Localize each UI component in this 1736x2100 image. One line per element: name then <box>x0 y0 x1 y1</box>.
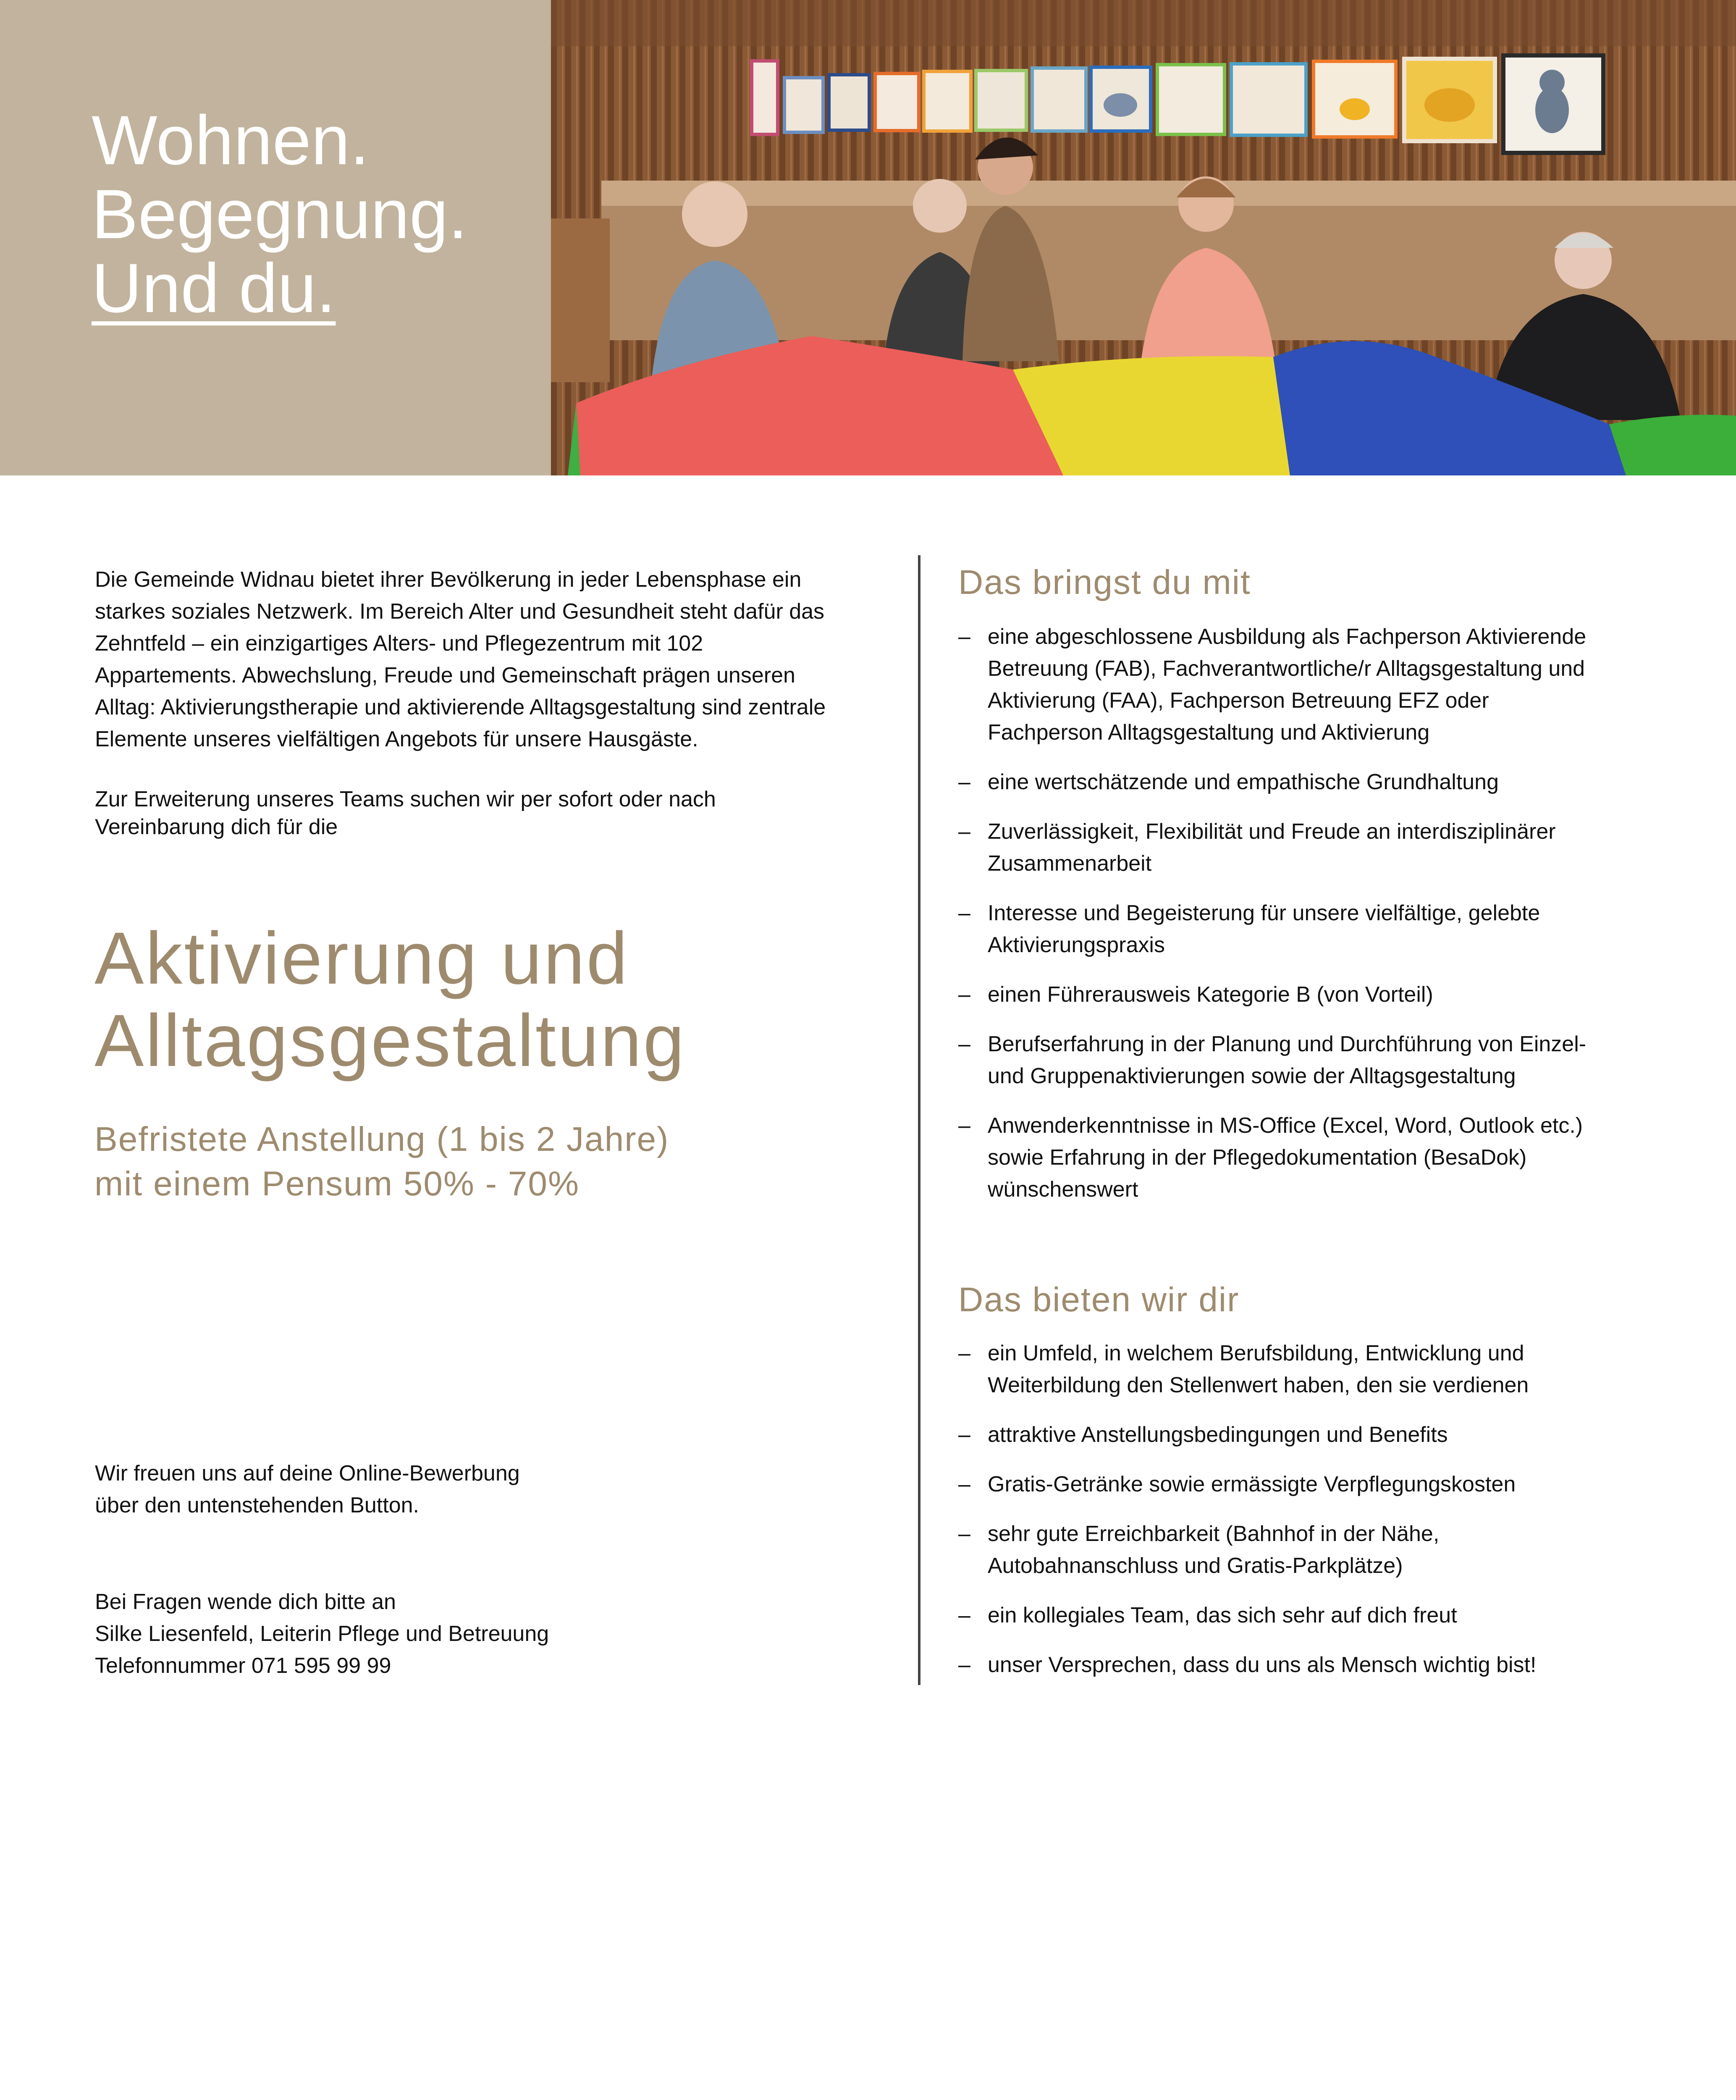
dash-bullet: – <box>958 901 970 925</box>
offers-item-line: Gratis-Getränke sowie ermässigte Verpflegungskosten <box>988 1472 1516 1496</box>
contact-line: Bei Fragen wende dich bitte an <box>95 1590 396 1614</box>
contact-info <box>95 1586 549 1682</box>
requirements-item-line: Interesse und Begeisterung für unsere vielfältige, gelebte <box>988 901 1540 925</box>
offers-item <box>958 1468 1639 1500</box>
requirements-item <box>958 1110 1639 1205</box>
contact-line: Telefonnummer 071 595 99 99 <box>95 1654 391 1678</box>
requirements-item-line: eine abgeschlossene Ausbildung als Fachperson Aktivierende <box>988 625 1587 649</box>
requirements-item-line: Zusammenarbeit <box>988 851 1152 876</box>
intro-line: Alltag: Aktivierungstherapie und aktivierende Alltagsgestaltung sind zentrale <box>95 695 826 719</box>
application-line: Wir freuen uns auf deine Online-Bewerbung <box>95 1461 520 1486</box>
dash-bullet: – <box>958 625 970 649</box>
search-line: Vereinbarung dich für die <box>95 815 338 839</box>
slogan-line-3: Und du. <box>92 249 336 327</box>
application-note <box>95 1457 520 1521</box>
search-line: Zur Erweiterung unseres Teams suchen wir per sofort oder nach <box>95 787 716 811</box>
job-title-line: Alltagsgestaltung <box>94 1000 686 1082</box>
application-line: über den untenstehenden Button. <box>95 1493 419 1517</box>
requirements-item-line: wünschenswert <box>988 1177 1138 1202</box>
dash-bullet: – <box>958 1472 970 1496</box>
offers-heading: Das bieten wir dir <box>958 1281 1240 1319</box>
header-panel <box>0 0 551 475</box>
job-title <box>94 917 686 1082</box>
requirements-item-line: Aktivierungspraxis <box>988 933 1165 957</box>
dash-bullet: – <box>958 1522 970 1546</box>
offers-item-line: ein kollegiales Team, das sich sehr auf dich freut <box>988 1603 1457 1628</box>
offers-item <box>958 1419 1639 1451</box>
dash-bullet: – <box>958 1653 970 1677</box>
requirements-item-line: Anwenderkenntnisse in MS-Office (Excel, Word, Outlook etc.) <box>988 1113 1583 1138</box>
requirements-item-line: und Gruppenaktivierungen sowie der Alltagsgestaltung <box>988 1064 1516 1088</box>
dash-bullet: – <box>958 1341 970 1365</box>
requirements-heading: Das bringst du mit <box>958 563 1251 601</box>
job-subtitle <box>94 1117 669 1206</box>
offers-item-line: Weiterbildung den Stellenwert haben, den sie verdienen <box>988 1373 1529 1397</box>
offers-item-line: ein Umfeld, in welchem Berufsbildung, Entwicklung und <box>988 1341 1524 1365</box>
requirements-item-line: Zuverlässigkeit, Flexibilität und Freude an interdisziplinärer <box>988 819 1556 844</box>
dash-bullet: – <box>958 770 970 794</box>
requirements-item <box>958 816 1639 879</box>
slogan-line-1: Wohnen. <box>92 102 370 179</box>
dash-bullet: – <box>958 1423 970 1447</box>
requirements-item-line: sowie Erfahrung in der Pflegedokumentation (BesaDok) <box>988 1145 1527 1170</box>
dash-bullet: – <box>958 982 970 1007</box>
offers-item-line: attraktive Anstellungsbedingungen und Benefits <box>988 1423 1448 1447</box>
offers-item-line: Autobahnanschluss und Gratis-Parkplätze) <box>988 1554 1403 1578</box>
requirements-item-line: eine wertschätzende und empathische Grundhaltung <box>988 770 1499 794</box>
column-divider <box>918 555 920 1685</box>
intro-line: Die Gemeinde Widnau bietet ihrer Bevölkerung in jeder Lebensphase ein <box>95 567 802 592</box>
offers-item <box>958 1649 1639 1681</box>
requirements-item-line: Betreuung (FAB), Fachverantwortliche/r Alltagsgestaltung und <box>988 656 1585 681</box>
offers-item <box>958 1518 1639 1582</box>
job-title-line: Aktivierung und <box>94 917 629 1000</box>
requirements-item-line: einen Führerausweis Kategorie B (von Vorteil) <box>988 982 1433 1007</box>
offers-item-line: unser Versprechen, dass du uns als Mensch wichtig bist! <box>988 1653 1537 1677</box>
requirements-item-line: Berufserfahrung in der Planung und Durchführung von Einzel- <box>988 1032 1587 1056</box>
intro-paragraph <box>95 564 826 755</box>
requirements-item-line: Aktivierung (FAA), Fachperson Betreuung EFZ oder <box>988 688 1489 713</box>
dash-bullet: – <box>958 1032 970 1056</box>
requirements-item <box>958 621 1639 748</box>
offers-item-line: sehr gute Erreichbarkeit (Bahnhof in der Nähe, <box>988 1522 1440 1546</box>
header-photo <box>551 0 1736 475</box>
job-subtitle-line: Befristete Anstellung (1 bis 2 Jahre) <box>94 1120 669 1158</box>
requirements-item <box>958 1028 1639 1092</box>
requirements-item <box>958 766 1639 798</box>
search-paragraph <box>95 785 716 841</box>
dash-bullet: – <box>958 1113 970 1138</box>
offers-list <box>958 1337 1639 1698</box>
requirements-item <box>958 979 1639 1011</box>
intro-line: Appartements. Abwechslung, Freude und Gemeinschaft prägen unseren <box>95 663 795 688</box>
contact-line: Silke Liesenfeld, Leiterin Pflege und Betreuung <box>95 1622 549 1646</box>
requirements-item <box>958 897 1639 961</box>
dash-bullet: – <box>958 1603 970 1628</box>
intro-line: Zehntfeld – ein einzigartiges Alters- und Pflegezentrum mit 102 <box>95 631 703 656</box>
offers-item <box>958 1599 1639 1631</box>
requirements-list <box>958 621 1639 1223</box>
requirements-item-line: Fachperson Alltagsgestaltung und Aktivierung <box>988 720 1430 745</box>
intro-line: Elemente unseres vielfältigen Angebots für unsere Hausgäste. <box>95 727 698 751</box>
group-activity-photo <box>551 0 1736 475</box>
offers-item <box>958 1337 1639 1401</box>
slogan-line-2: Begegnung. <box>92 176 468 253</box>
job-subtitle-line: mit einem Pensum 50% - 70% <box>94 1165 580 1203</box>
intro-line: starkes soziales Netzwerk. Im Bereich Alter und Gesundheit steht dafür das <box>95 599 825 624</box>
dash-bullet: – <box>958 819 970 844</box>
